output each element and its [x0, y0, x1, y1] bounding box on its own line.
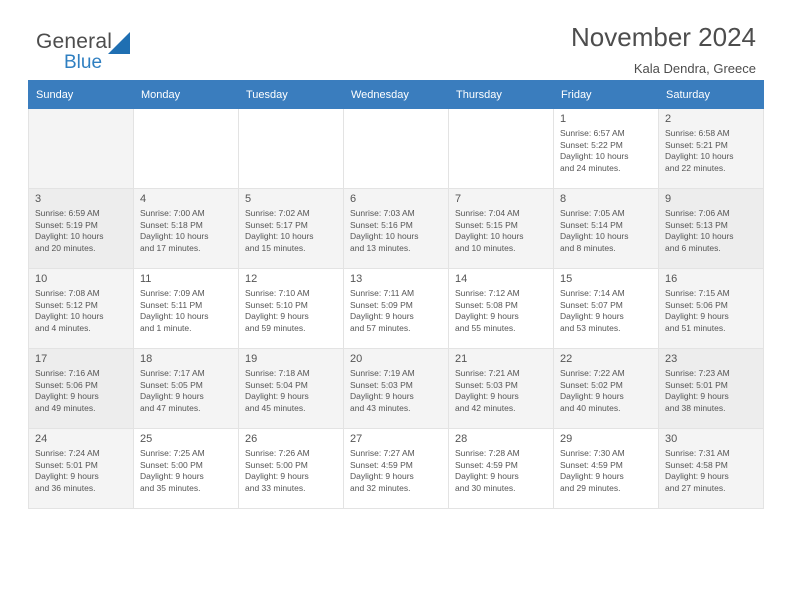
weekday-header-row [29, 81, 764, 109]
sunset-text: Sunset: 4:58 PM [665, 459, 728, 470]
daylight-text-line2: and 32 minutes. [350, 482, 411, 493]
day-sun-info [560, 208, 652, 254]
calendar-day-cell[interactable] [29, 189, 134, 269]
daylight-text-line1: Daylight: 9 hours [35, 471, 99, 482]
calendar-week-row [29, 349, 764, 429]
daylight-text-line2: and 51 minutes. [665, 322, 726, 333]
sunrise-text: Sunrise: 7:28 AM [455, 448, 520, 458]
daylight-text-line2: and 8 minutes. [560, 242, 616, 253]
day-sun-info [455, 288, 547, 334]
day-number: 9 [665, 193, 672, 205]
weekday-header-thursday: Thursday [449, 81, 554, 109]
day-number: 19 [245, 353, 258, 365]
daylight-text-line2: and 35 minutes. [140, 482, 201, 493]
day-number: 11 [140, 273, 152, 285]
sunset-text: Sunset: 5:01 PM [665, 379, 728, 390]
daylight-text-line2: and 53 minutes. [560, 322, 621, 333]
day-sun-info [140, 368, 232, 414]
calendar-day-cell[interactable] [554, 349, 659, 429]
day-sun-info [35, 448, 127, 494]
day-number: 12 [245, 273, 258, 285]
calendar-day-cell[interactable] [659, 189, 764, 269]
calendar-day-cell[interactable] [449, 429, 554, 509]
day-sun-info [35, 208, 127, 254]
calendar-week-row [29, 109, 764, 189]
daylight-text-line1: Daylight: 9 hours [560, 391, 624, 402]
day-sun-info [665, 208, 757, 254]
calendar-week-row [29, 429, 764, 509]
day-number: 26 [245, 433, 258, 445]
day-number: 27 [350, 433, 363, 445]
sunset-text: Sunset: 5:17 PM [245, 219, 308, 230]
sunrise-text: Sunrise: 7:27 AM [350, 448, 415, 458]
day-sun-info [455, 448, 547, 494]
daylight-text-line2: and 22 minutes. [665, 162, 726, 173]
day-number: 24 [35, 433, 48, 445]
daylight-text-line2: and 49 minutes. [35, 402, 96, 413]
day-number: 25 [140, 433, 153, 445]
day-sun-info [560, 288, 652, 334]
calendar-day-cell[interactable] [29, 269, 134, 349]
sunrise-text: Sunrise: 7:15 AM [665, 288, 730, 298]
calendar-cell-empty [449, 109, 554, 189]
sunrise-text: Sunrise: 7:08 AM [35, 288, 100, 298]
day-number: 10 [35, 273, 48, 285]
daylight-text-line1: Daylight: 9 hours [350, 391, 414, 402]
sunrise-text: Sunrise: 7:21 AM [455, 368, 520, 378]
daylight-text-line2: and 1 minute. [140, 322, 192, 333]
calendar-cell-empty [29, 109, 134, 189]
daylight-text-line2: and 55 minutes. [455, 322, 516, 333]
day-sun-info [665, 368, 757, 414]
sunset-text: Sunset: 5:03 PM [455, 379, 518, 390]
daylight-text-line2: and 36 minutes. [35, 482, 96, 493]
daylight-text-line2: and 20 minutes. [35, 242, 96, 253]
daylight-text-line1: Daylight: 9 hours [665, 471, 729, 482]
page-header [28, 0, 764, 76]
daylight-text-line2: and 29 minutes. [560, 482, 621, 493]
daylight-text-line2: and 45 minutes. [245, 402, 306, 413]
calendar-day-cell[interactable] [134, 349, 239, 429]
day-sun-info [560, 368, 652, 414]
calendar-cell-empty [134, 109, 239, 189]
calendar-day-cell[interactable] [344, 429, 449, 509]
sunrise-text: Sunrise: 7:14 AM [560, 288, 625, 298]
sunrise-text: Sunrise: 7:10 AM [245, 288, 310, 298]
daylight-text-line1: Daylight: 9 hours [140, 391, 204, 402]
day-sun-info [455, 368, 547, 414]
weekday-header-friday: Friday [554, 81, 659, 109]
day-number: 30 [665, 433, 678, 445]
daylight-text-line2: and 27 minutes. [665, 482, 726, 493]
day-number: 7 [455, 193, 462, 205]
calendar-day-cell[interactable] [239, 429, 344, 509]
sunset-text: Sunset: 5:11 PM [140, 299, 203, 310]
sunrise-text: Sunrise: 7:06 AM [665, 208, 730, 218]
day-sun-info [560, 448, 652, 494]
general-blue-logo[interactable] [36, 30, 236, 80]
sunset-text: Sunset: 4:59 PM [350, 459, 413, 470]
day-number: 29 [560, 433, 573, 445]
sunrise-text: Sunrise: 7:22 AM [560, 368, 625, 378]
sunset-text: Sunset: 5:02 PM [560, 379, 623, 390]
sunset-text: Sunset: 5:19 PM [35, 219, 98, 230]
sunset-text: Sunset: 5:18 PM [140, 219, 203, 230]
sunrise-text: Sunrise: 6:57 AM [560, 128, 625, 138]
daylight-text-line2: and 47 minutes. [140, 402, 201, 413]
daylight-text-line2: and 43 minutes. [350, 402, 411, 413]
sunrise-text: Sunrise: 7:26 AM [245, 448, 310, 458]
sunset-text: Sunset: 5:12 PM [35, 299, 98, 310]
day-sun-info [455, 208, 547, 254]
calendar-day-cell[interactable] [554, 429, 659, 509]
day-sun-info [665, 288, 757, 334]
daylight-text-line1: Daylight: 10 hours [455, 231, 524, 242]
day-sun-info [245, 368, 337, 414]
calendar-day-cell[interactable] [344, 269, 449, 349]
sunset-text: Sunset: 5:08 PM [455, 299, 518, 310]
title-block [571, 22, 756, 76]
daylight-text-line1: Daylight: 9 hours [665, 311, 729, 322]
logo-text-general: General [36, 30, 113, 53]
day-number: 2 [665, 113, 672, 125]
daylight-text-line2: and 40 minutes. [560, 402, 621, 413]
calendar-day-cell[interactable] [134, 429, 239, 509]
sunrise-text: Sunrise: 7:09 AM [140, 288, 205, 298]
day-number: 15 [560, 273, 573, 285]
daylight-text-line1: Daylight: 9 hours [245, 311, 309, 322]
sunrise-text: Sunrise: 7:19 AM [350, 368, 415, 378]
sunset-text: Sunset: 5:13 PM [665, 219, 728, 230]
day-sun-info [665, 448, 757, 494]
sunset-text: Sunset: 5:00 PM [140, 459, 203, 470]
calendar-week-row [29, 189, 764, 269]
daylight-text-line1: Daylight: 10 hours [245, 231, 314, 242]
daylight-text-line1: Daylight: 9 hours [245, 391, 309, 402]
daylight-text-line1: Daylight: 10 hours [560, 151, 629, 162]
day-sun-info [140, 448, 232, 494]
calendar-day-cell[interactable] [239, 349, 344, 429]
day-number: 1 [560, 113, 567, 125]
sunset-text: Sunset: 5:06 PM [665, 299, 728, 310]
day-number: 20 [350, 353, 363, 365]
day-number: 18 [140, 353, 153, 365]
sunset-text: Sunset: 5:04 PM [245, 379, 308, 390]
daylight-text-line2: and 38 minutes. [665, 402, 726, 413]
calendar-day-cell[interactable] [29, 349, 134, 429]
sunrise-text: Sunrise: 7:02 AM [245, 208, 310, 218]
day-sun-info [350, 288, 442, 334]
sunset-text: Sunset: 5:09 PM [350, 299, 413, 310]
sunset-text: Sunset: 4:59 PM [455, 459, 518, 470]
weekday-header-tuesday: Tuesday [239, 81, 344, 109]
day-number: 5 [245, 193, 252, 205]
calendar-day-cell[interactable] [239, 269, 344, 349]
sunrise-text: Sunrise: 7:11 AM [350, 288, 415, 298]
sunrise-text: Sunrise: 7:00 AM [140, 208, 205, 218]
sunrise-sunset-calendar [28, 80, 764, 509]
daylight-text-line1: Daylight: 9 hours [140, 471, 204, 482]
sunrise-text: Sunrise: 6:58 AM [665, 128, 730, 138]
day-sun-info [350, 208, 442, 254]
sunset-text: Sunset: 5:06 PM [35, 379, 98, 390]
logo-text-blue: Blue [64, 52, 103, 73]
sunset-text: Sunset: 5:15 PM [455, 219, 518, 230]
day-sun-info [245, 448, 337, 494]
sunset-text: Sunset: 5:14 PM [560, 219, 623, 230]
daylight-text-line1: Daylight: 10 hours [350, 231, 419, 242]
day-sun-info [560, 128, 652, 174]
sunrise-text: Sunrise: 7:30 AM [560, 448, 625, 458]
daylight-text-line2: and 13 minutes. [350, 242, 411, 253]
sunrise-text: Sunrise: 7:31 AM [665, 448, 730, 458]
day-sun-info [350, 368, 442, 414]
daylight-text-line1: Daylight: 9 hours [560, 471, 624, 482]
day-number: 8 [560, 193, 567, 205]
calendar-day-cell[interactable] [659, 269, 764, 349]
day-sun-info [245, 208, 337, 254]
weekday-header-wednesday: Wednesday [344, 81, 449, 109]
blue-triangle-flag-icon [108, 32, 130, 54]
sunrise-text: Sunrise: 7:25 AM [140, 448, 205, 458]
daylight-text-line1: Daylight: 9 hours [560, 311, 624, 322]
page-subtitle: Kala Dendra, Greece [633, 61, 756, 76]
day-number: 6 [350, 193, 357, 205]
daylight-text-line2: and 33 minutes. [245, 482, 306, 493]
calendar-day-cell[interactable] [659, 349, 764, 429]
daylight-text-line2: and 59 minutes. [245, 322, 306, 333]
day-sun-info [140, 288, 232, 334]
day-number: 17 [35, 353, 48, 365]
sunrise-text: Sunrise: 7:24 AM [35, 448, 100, 458]
daylight-text-line2: and 6 minutes. [665, 242, 721, 253]
day-number: 21 [455, 353, 468, 365]
daylight-text-line1: Daylight: 10 hours [35, 311, 104, 322]
calendar-cell-empty [344, 109, 449, 189]
sunrise-text: Sunrise: 7:17 AM [140, 368, 205, 378]
daylight-text-line1: Daylight: 10 hours [665, 231, 734, 242]
calendar-day-cell[interactable] [554, 109, 659, 189]
daylight-text-line1: Daylight: 10 hours [140, 231, 209, 242]
day-number: 14 [455, 273, 468, 285]
calendar-week-row [29, 269, 764, 349]
daylight-text-line1: Daylight: 9 hours [455, 391, 519, 402]
sunrise-text: Sunrise: 7:23 AM [665, 368, 730, 378]
daylight-text-line1: Daylight: 10 hours [140, 311, 209, 322]
sunset-text: Sunset: 5:21 PM [665, 139, 728, 150]
sunset-text: Sunset: 5:05 PM [140, 379, 203, 390]
daylight-text-line2: and 15 minutes. [245, 242, 306, 253]
calendar-body [29, 109, 764, 509]
sunrise-text: Sunrise: 7:12 AM [455, 288, 520, 298]
sunrise-text: Sunrise: 7:16 AM [35, 368, 100, 378]
weekday-header-monday: Monday [134, 81, 239, 109]
daylight-text-line1: Daylight: 9 hours [455, 311, 519, 322]
day-number: 28 [455, 433, 468, 445]
calendar-day-cell[interactable] [344, 189, 449, 269]
day-number: 4 [140, 193, 147, 205]
day-sun-info [245, 288, 337, 334]
sunrise-text: Sunrise: 7:03 AM [350, 208, 415, 218]
day-sun-info [140, 208, 232, 254]
daylight-text-line2: and 30 minutes. [455, 482, 516, 493]
daylight-text-line2: and 57 minutes. [350, 322, 411, 333]
day-number: 3 [35, 193, 42, 205]
sunset-text: Sunset: 4:59 PM [560, 459, 623, 470]
weekday-header-saturday: Saturday [659, 81, 764, 109]
calendar-day-cell[interactable] [449, 269, 554, 349]
daylight-text-line2: and 10 minutes. [455, 242, 516, 253]
daylight-text-line2: and 42 minutes. [455, 402, 516, 413]
daylight-text-line1: Daylight: 10 hours [35, 231, 104, 242]
calendar-day-cell[interactable] [344, 349, 449, 429]
sunset-text: Sunset: 5:00 PM [245, 459, 308, 470]
day-sun-info [35, 368, 127, 414]
daylight-text-line1: Daylight: 9 hours [245, 471, 309, 482]
daylight-text-line1: Daylight: 9 hours [455, 471, 519, 482]
daylight-text-line1: Daylight: 9 hours [35, 391, 99, 402]
day-number: 13 [350, 273, 363, 285]
sunrise-text: Sunrise: 7:04 AM [455, 208, 520, 218]
day-number: 23 [665, 353, 678, 365]
calendar-day-cell[interactable] [134, 269, 239, 349]
calendar-day-cell[interactable] [659, 109, 764, 189]
sunset-text: Sunset: 5:03 PM [350, 379, 413, 390]
daylight-text-line2: and 24 minutes. [560, 162, 621, 173]
sunset-text: Sunset: 5:01 PM [35, 459, 98, 470]
daylight-text-line1: Daylight: 9 hours [350, 311, 414, 322]
day-number: 22 [560, 353, 573, 365]
sunset-text: Sunset: 5:22 PM [560, 139, 623, 150]
sunrise-text: Sunrise: 7:05 AM [560, 208, 625, 218]
day-sun-info [665, 128, 757, 174]
calendar-day-cell[interactable] [659, 429, 764, 509]
sunset-text: Sunset: 5:10 PM [245, 299, 308, 310]
weekday-header-sunday: Sunday [29, 81, 134, 109]
daylight-text-line2: and 4 minutes. [35, 322, 91, 333]
calendar-day-cell[interactable] [239, 189, 344, 269]
day-sun-info [350, 448, 442, 494]
daylight-text-line1: Daylight: 9 hours [665, 391, 729, 402]
calendar-day-cell[interactable] [449, 189, 554, 269]
page-title: November 2024 [571, 22, 756, 52]
day-number: 16 [665, 273, 678, 285]
daylight-text-line1: Daylight: 10 hours [560, 231, 629, 242]
calendar-day-cell[interactable] [134, 189, 239, 269]
calendar-day-cell[interactable] [449, 349, 554, 429]
sunset-text: Sunset: 5:16 PM [350, 219, 413, 230]
sunset-text: Sunset: 5:07 PM [560, 299, 623, 310]
daylight-text-line1: Daylight: 9 hours [350, 471, 414, 482]
sunrise-text: Sunrise: 7:18 AM [245, 368, 310, 378]
sunrise-text: Sunrise: 6:59 AM [35, 208, 100, 218]
calendar-day-cell[interactable] [554, 269, 659, 349]
daylight-text-line1: Daylight: 10 hours [665, 151, 734, 162]
day-sun-info [35, 288, 127, 334]
calendar-day-cell[interactable] [554, 189, 659, 269]
daylight-text-line2: and 17 minutes. [140, 242, 201, 253]
calendar-day-cell[interactable] [29, 429, 134, 509]
calendar-cell-empty [239, 109, 344, 189]
